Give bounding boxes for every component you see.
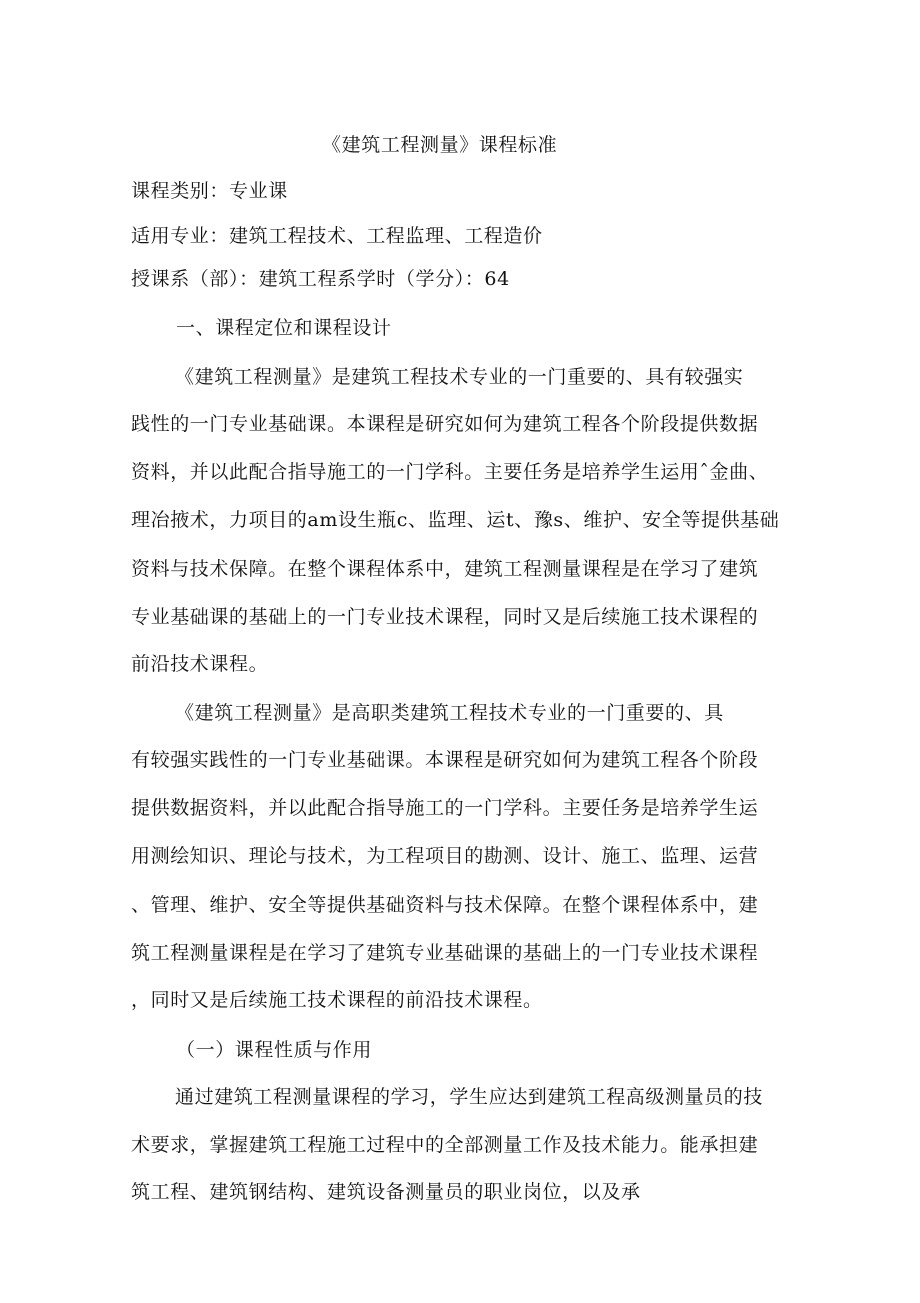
department-hours: 授课系（部）：建筑工程系学时（学分）：64: [131, 268, 510, 290]
paragraph-line: 术要求，掌握建筑工程施工过程中的全部测量工作及技术能力。能承担建: [131, 1134, 759, 1156]
paragraph-line: 前沿技术课程。: [131, 653, 269, 675]
paragraph-line: 用测绘知识、理论与技术，为工程项目的勘测、设计、施工、监理、运营: [131, 845, 759, 867]
paragraph-line: 资料，并以此配合指导施工的一门学科。主要任务是培养学生运用ˆ金曲、: [131, 461, 769, 483]
paragraph-line: 通过建筑工程测量课程的学习，学生应达到建筑工程高级测量员的技: [175, 1086, 764, 1108]
paragraph-line: 提供数据资料，并以此配合指导施工的一门学科。主要任务是培养学生运: [131, 797, 759, 819]
section-heading: 一、课程定位和课程设计: [176, 317, 392, 339]
paragraph-line: 筑工程测量课程是在学习了建筑专业基础课的基础上的一门专业技术课程: [131, 942, 759, 964]
applicable-majors: 适用专业：建筑工程技术、工程监理、工程造价: [131, 225, 543, 247]
paragraph-line: 有较强实践性的一门专业基础课。本课程是研究如何为建筑工程各个阶段: [131, 749, 759, 771]
subsection-heading: （一）课程性质与作用: [176, 1039, 373, 1061]
paragraph-line: 践性的一门专业基础课。本课程是研究如何为建筑工程各个阶段提供数据: [131, 413, 759, 435]
paragraph-line: 筑工程、建筑钢结构、建筑设备测量员的职业岗位，以及承: [131, 1181, 641, 1203]
paragraph-line: 理冶掖术，力项目的am设生瓶c、监理、运t、豫s、维护、安全等提供基础: [131, 509, 780, 531]
paragraph-line: ，同时又是后续施工技术课程的前沿技术课程。: [131, 989, 543, 1011]
document-title: 《建筑工程测量》课程标准: [322, 134, 558, 156]
paragraph-line: 《建筑工程测量》是建筑工程技术专业的一门重要的、具有较强实: [175, 366, 744, 388]
course-category: 课程类别：专业课: [131, 180, 288, 202]
paragraph-line: 专业基础课的基础上的一门专业技术课程，同时又是后续施工技术课程的: [131, 606, 759, 628]
paragraph-line: 资料与技术保障。在整个课程体系中，建筑工程测量课程是在学习了建筑: [131, 558, 759, 580]
paragraph-line: 、管理、维护、安全等提供基础资料与技术保障。在整个课程体系中，建: [131, 894, 759, 916]
paragraph-line: 《建筑工程测量》是高职类建筑工程技术专业的一门重要的、具: [175, 702, 724, 724]
